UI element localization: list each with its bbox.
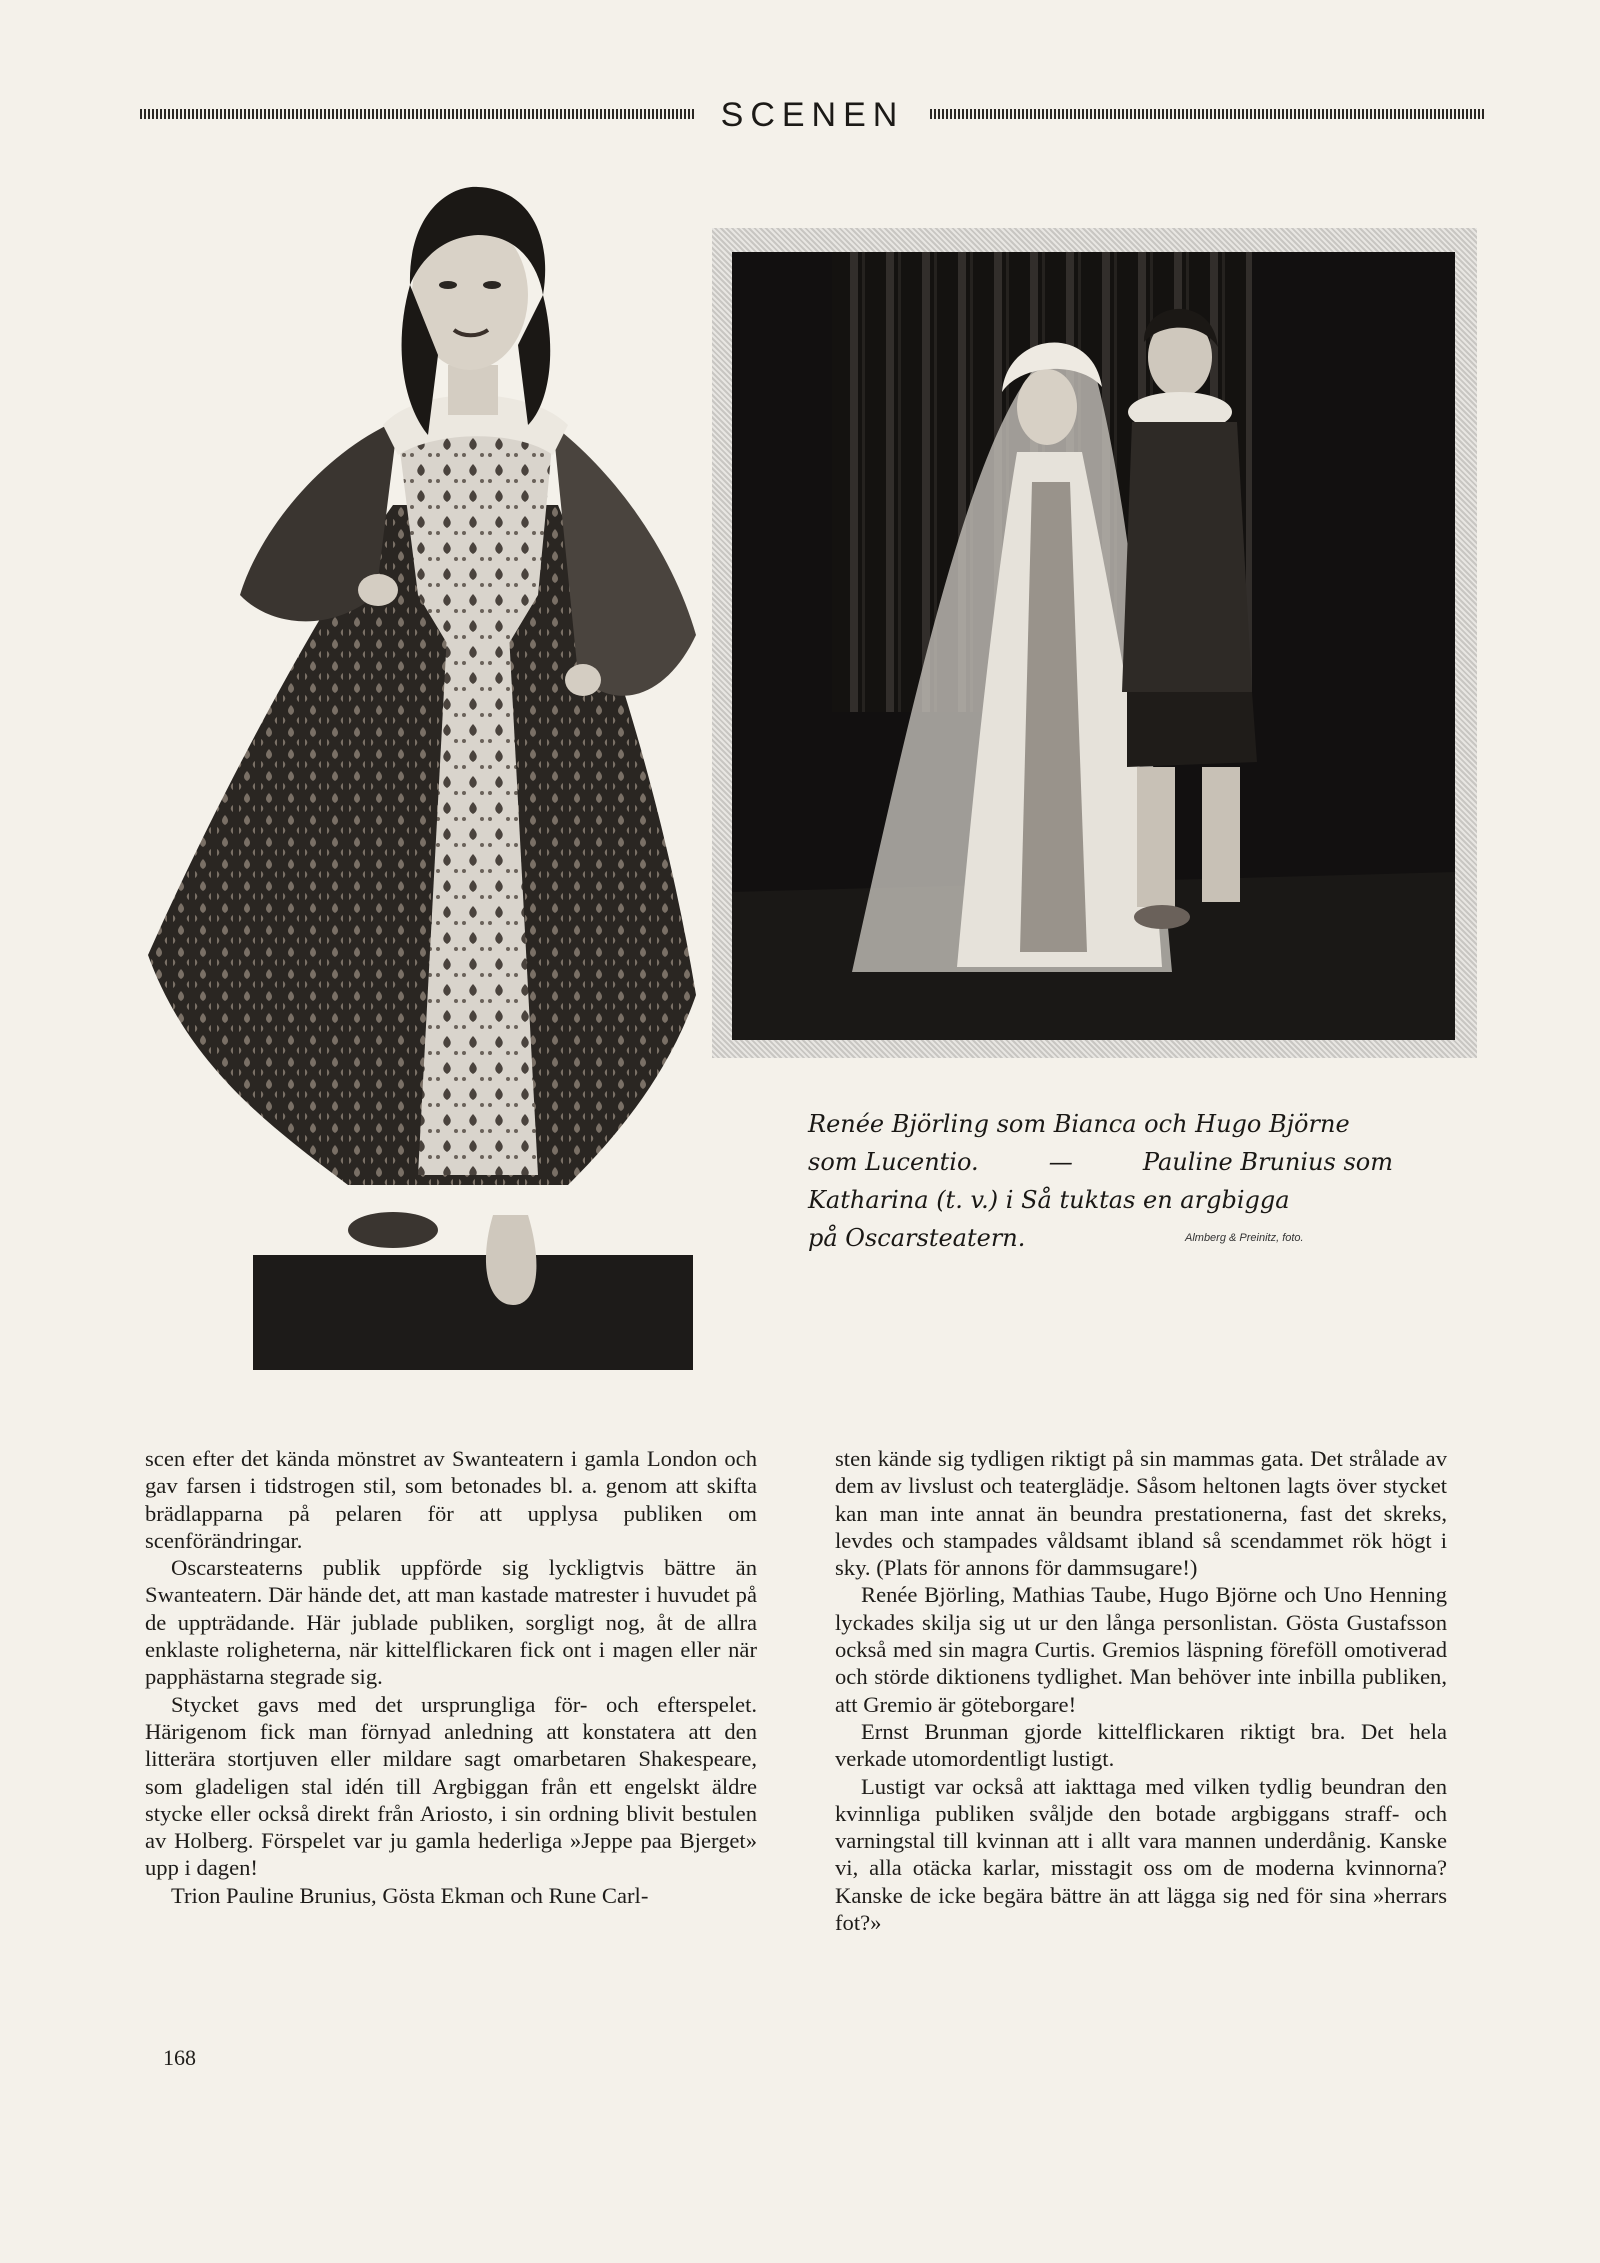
- paragraph: Lustigt var också att iakttaga med vilken tydlig beundran den kvinnliga publiken svåljde den botade argbiggans straff- och varningstal till kvinnan att i allt vara mannen underdånig. Kanske vi, alla otäcka karlar, misstagit oss om de moderna kvinnorna? Kanske de icke begära bättre än att lägga sig ned för sina »herrars fot?»: [835, 1773, 1447, 1936]
- page-header: [140, 95, 1485, 135]
- photo-credit: Almberg & Preinitz, foto.: [1185, 1232, 1304, 1244]
- article-column-left: [145, 1445, 757, 1909]
- photo-katharina: [148, 175, 696, 1375]
- caption-line: Renée Björling som Bianca och Hugo Björne: [808, 1110, 1350, 1138]
- paragraph: Renée Björling, Mathias Taube, Hugo Björne och Uno Henning lyckades skilja sig ut ur den långa personlistan. Gösta Gustafsson också med sin magra Curtis. Gremios läspning föreföll omotiverad och störde diktionens tydlighet. Man behöver inte inbilla publiken, att Gremio är göteborgare!: [835, 1582, 1447, 1717]
- paragraph: sten kände sig tydligen riktigt på sin mammas gata. Det strålade av dem av livslust och teaterglädje. Såsom heltonen lagts över stycket kan man inte annat än beundra prestationerna, fast det skreks, levdes och stampades våldsamt ibland så scendammet rök högt i sky. (Plats för annons för dammsugare!): [835, 1446, 1447, 1581]
- paragraph: Trion Pauline Brunius, Gösta Ekman och Rune Carl-: [171, 1882, 649, 1908]
- caption-line: Katharina (t. v.) i Så tuktas en argbigga: [808, 1186, 1290, 1214]
- page-number: 168: [163, 2045, 196, 2070]
- caption-part: Pauline Brunius som: [1142, 1148, 1393, 1176]
- paragraph: Oscarsteaterns publik uppförde sig lyckligtvis bättre än Swanteatern. Där hände det, att man kastade matrester i huvudet på de uppträdande. Här jublade publiken, sorgligt nog, åt de allra enklaste roligheterna, när kittelflickaren fick ont i magen eller när papphästarna stegrade sig.: [145, 1555, 757, 1690]
- article-column-right: [835, 1445, 1447, 1936]
- photo-bianca-lucentio: [732, 252, 1455, 1040]
- caption-part: som Lucentio.: [808, 1148, 979, 1176]
- caption-part: —: [1048, 1148, 1073, 1176]
- section-title: SCENEN: [720, 96, 905, 134]
- header-rule-right: [930, 109, 1485, 119]
- header-rule-left: [140, 109, 695, 119]
- caption-line: på Oscarsteatern.: [808, 1224, 1026, 1252]
- photo-caption: [808, 1105, 1393, 1257]
- paragraph: scen efter det kända mönstret av Swanteatern i gamla London och gav farsen i tidstrogen stil, som betonades bl. a. genom att skifta brädlapparna på pelaren för att upplysa publiken om scenförändringar.: [145, 1446, 757, 1553]
- paragraph: Stycket gavs med det ursprungliga för- och efterspelet. Härigenom fick man förnyad anledning att konstatera att den litterära stortjuven eller mildare sagt omarbetaren Shakespeare, som gladeligen stal idén till Argbiggan från ett engelskt äldre stycke eller också direkt från Ariosto, i sin ordning blivit bestulen av Holberg. Förspelet var ju gamla hederliga »Jeppe paa Bjerget» upp i dagen!: [145, 1691, 757, 1881]
- caption-line: [808, 1143, 1393, 1181]
- paragraph: Ernst Brunman gjorde kittelflickaren riktigt bra. Det hela verkade utomordentligt lustigt.: [835, 1718, 1447, 1772]
